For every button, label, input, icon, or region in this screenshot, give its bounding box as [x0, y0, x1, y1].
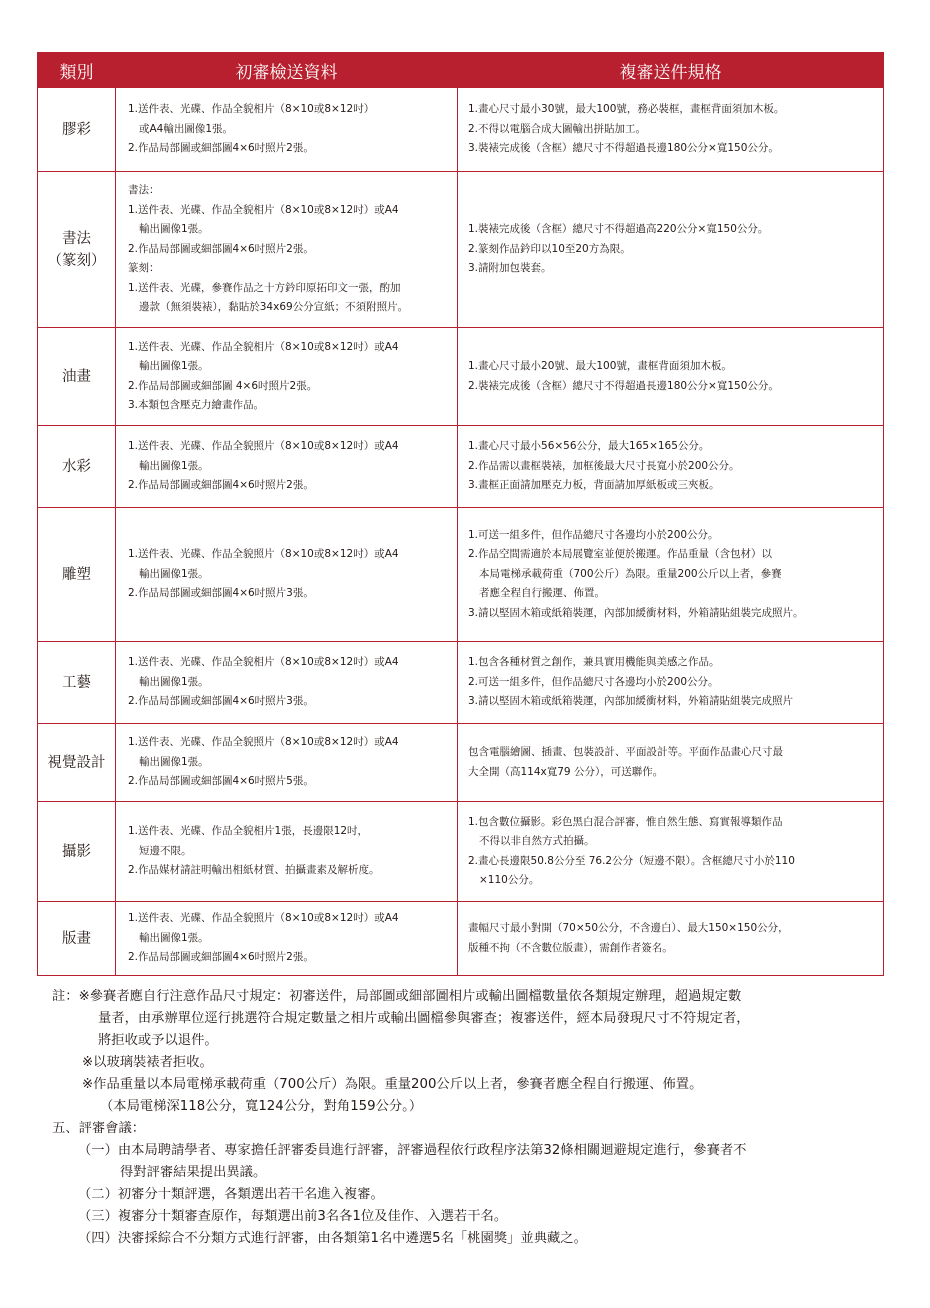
table-row	[38, 508, 884, 642]
note-line: （一）由本局聘請學者、專家擔任評審委員進行評審，評審過程依行政程序法第32條相關迴避規定進行，參賽者不	[78, 1143, 747, 1158]
table-row	[38, 172, 884, 328]
first-review-cell	[116, 328, 458, 426]
category-cell	[38, 802, 116, 902]
second-review-cell-line: 2.篆刻作品鈐印以10至20方為限。	[468, 242, 631, 255]
second-review-cell-line: 2.作品空間需適於本局展覽室並便於搬運。作品重量（含包材）以	[468, 548, 773, 561]
category-cell	[38, 426, 116, 508]
header-category: 類別	[38, 53, 116, 88]
second-review-cell-line: 包含電腦繪圖、插畫、包裝設計、平面設計等。平面作品畫心尺寸最	[468, 746, 783, 758]
second-review-cell-line: 畫幅尺寸最小對開（70×50公分，不含邊白）、最大150×150公分，	[468, 922, 789, 934]
second-review-cell-line: 大全開（高114x寬79 公分），可送聯作。	[468, 765, 664, 778]
second-review-cell	[458, 508, 884, 642]
table-body	[38, 88, 884, 976]
specification-table	[37, 52, 884, 976]
note-line: 得對評審結果提出異議。	[120, 1165, 267, 1180]
second-review-cell-line: 2.畫心長邊限50.8公分至 76.2公分（短邊不限）。含框總尺寸小於110	[468, 854, 795, 867]
category-cell	[38, 88, 116, 172]
second-review-cell	[458, 642, 884, 724]
first-review-cell-line: 輸出圖像1張。	[139, 675, 209, 688]
category-cell	[38, 902, 116, 976]
second-review-cell-line: 者應全程自行搬運、佈置。	[479, 587, 605, 600]
second-review-cell	[458, 328, 884, 426]
table-row	[38, 328, 884, 426]
first-review-cell-line: 2.作品局部圖或細部圖4×6吋照片2張。	[128, 142, 314, 155]
first-review-cell-line: 輸出圖像1張。	[139, 223, 209, 236]
category-cell	[38, 172, 116, 328]
note-line: 將拒收或予以退件。	[98, 1033, 218, 1048]
first-review-cell-line: 篆刻：	[128, 262, 160, 275]
first-review-cell-line: 1.送件表、光碟、作品全貌相片（8×10或8×12吋）或A4	[128, 656, 399, 669]
table-row	[38, 802, 884, 902]
note-line: 註：※參賽者應自行注意作品尺寸規定：初審送件，局部圖或細部圖相片或輸出圖檔數量依各類規定辦理，超過規定數	[52, 989, 742, 1004]
specification-table-container	[37, 52, 883, 976]
category-cell-line: 視覺設計	[47, 754, 106, 771]
second-review-cell-line: 1.包含各種材質之創作，兼具實用機能與美感之作品。	[468, 656, 720, 669]
second-review-cell-line: 3.請附加包裝套。	[468, 262, 552, 275]
first-review-cell-line: 2.作品局部圖或細部圖4×6吋照片5張。	[128, 775, 314, 788]
first-review-cell-line: 輸出圖像1張。	[139, 567, 209, 580]
first-review-cell-line: 1.送件表、光碟、作品全貌照片（8×10或8×12吋）或A4	[128, 736, 399, 749]
first-review-cell	[116, 902, 458, 976]
first-review-cell	[116, 802, 458, 902]
second-review-cell-line: 2.裝裱完成後（含框）總尺寸不得超過長邊180公分×寬150公分。	[468, 379, 779, 392]
second-review-cell-line: 1.畫心尺寸最小20號、最大100號，畫框背面須加木板。	[468, 360, 732, 372]
category-cell	[38, 642, 116, 724]
second-review-cell-line: 本局電梯承載荷重（700公斤）為限。重量200公斤以上者，參賽	[479, 567, 782, 580]
first-review-cell-line: 3.本類包含壓克力繪畫作品。	[128, 399, 265, 411]
second-review-cell	[458, 802, 884, 902]
first-review-cell-line: 或A4輸出圖像1張。	[139, 122, 234, 135]
table-row	[38, 426, 884, 508]
category-cell	[38, 724, 116, 802]
note-line: （本局電梯深118公分，寬124公分，對角159公分。）	[100, 1099, 423, 1114]
first-review-cell-line: 1.送件表、光碟、作品全貌相片（8×10或8×12吋）或A4	[128, 340, 399, 353]
header-first-review: 初審檢送資料	[116, 53, 458, 88]
second-review-cell-line: 1.可送一組多件，但作品總尺寸各邊均小於200公分。	[468, 528, 719, 541]
second-review-cell-line: 1.畫心尺寸最小30號，最大100號，務必裝框，畫框背面須加木板。	[468, 103, 785, 116]
first-review-cell-line: 2.作品局部圖或細部圖4×6吋照片2張。	[128, 951, 314, 964]
second-review-cell-line: ×110公分。	[479, 874, 540, 886]
second-review-cell-line: 不得以非自然方式拍攝。	[479, 835, 595, 847]
note-line: （三）複審分十類審查原作，每類選出前3名各1位及佳作、入選若干名。	[78, 1209, 508, 1224]
first-review-cell-line: 2.作品局部圖或細部圖4×6吋照片3張。	[128, 695, 314, 708]
first-review-cell	[116, 724, 458, 802]
category-cell-line: 膠彩	[62, 121, 91, 138]
category-cell-line: 版畫	[62, 930, 91, 947]
second-review-cell-line: 3.請以堅固木箱或紙箱裝運，內部加緩衝材料，外箱請貼組裝完成照片	[468, 695, 794, 708]
first-review-cell-line: 1.送件表、光碟，參賽作品之十方鈐印原拓印文一張，酌加	[128, 281, 401, 294]
first-review-cell-line: 輸出圖像1張。	[139, 755, 209, 768]
first-review-cell-line: 書法：	[128, 184, 160, 197]
note-line: （四）決審採綜合不分類方式進行評審，由各類第1名中遴選5名「桃園獎」並典藏之。	[78, 1231, 587, 1246]
first-review-cell-line: 邊款（無須裝裱），黏貼於34x69公分宣紙；不須附照片。	[139, 301, 409, 314]
note-line: （二）初審分十類評選，各類選出若干名進入複審。	[78, 1187, 384, 1202]
first-review-cell-line: 輸出圖像1張。	[139, 931, 209, 944]
second-review-cell-line: 3.裝裱完成後（含框）總尺寸不得超過長邊180公分×寬150公分。	[468, 142, 779, 155]
note-line: ※作品重量以本局電梯承載荷重（700公斤）為限。重量200公斤以上者，參賽者應全程自行搬運、佈置。	[82, 1077, 703, 1092]
category-cell-line: 書法	[62, 230, 91, 247]
first-review-cell-line: 1.送件表、光碟、作品全貌照片（8×10或8×12吋）或A4	[128, 440, 399, 453]
note-line: 五、評審會議：	[52, 1121, 146, 1136]
table-row	[38, 902, 884, 976]
first-review-cell-line: 輸出圖像1張。	[139, 459, 209, 472]
second-review-cell	[458, 724, 884, 802]
first-review-cell-line: 1.送件表、光碟、作品全貌照片（8×10或8×12吋）或A4	[128, 548, 399, 561]
first-review-cell	[116, 88, 458, 172]
first-review-cell	[116, 426, 458, 508]
category-cell	[38, 328, 116, 426]
first-review-cell-line: 輸出圖像1張。	[139, 360, 209, 372]
first-review-cell-line: 1.送件表、光碟、作品全貌照片（8×10或8×12吋）或A4	[128, 912, 399, 925]
second-review-cell-line: 2.可送一組多件，但作品總尺寸各邊均小於200公分。	[468, 675, 719, 688]
second-review-cell-line: 3.請以堅固木箱或紙箱裝運，內部加緩衝材料，外箱請貼組裝完成照片。	[468, 606, 804, 619]
category-cell-line: （篆刻）	[47, 252, 106, 269]
table-row	[38, 88, 884, 172]
second-review-cell-line: 2.不得以電腦合成大圖輸出拼貼加工。	[468, 122, 647, 135]
second-review-cell	[458, 902, 884, 976]
notes-section	[52, 986, 882, 1250]
first-review-cell-line: 2.作品局部圖或細部圖4×6吋照片3張。	[128, 587, 314, 600]
second-review-cell-line: 1.畫心尺寸最小56×56公分，最大165×165公分。	[468, 440, 710, 453]
first-review-cell-line: 2.作品局部圖或細部圖 4×6吋照片2張。	[128, 379, 318, 392]
second-review-cell-line: 版種不拘（不含數位版畫），需創作者簽名。	[468, 941, 673, 954]
first-review-cell-line: 2.作品局部圖或細部圖4×6吋照片2張。	[128, 479, 314, 492]
category-cell-line: 油畫	[62, 368, 91, 385]
note-line: ※以玻璃裝裱者拒收。	[82, 1055, 213, 1070]
first-review-cell	[116, 172, 458, 328]
first-review-cell-line: 1.送件表、光碟、作品全貌相片（8×10或8×12吋）或A4	[128, 203, 399, 216]
first-review-cell-line: 1.送件表、光碟、作品全貌相片1張，長邊限12吋，	[128, 825, 369, 838]
second-review-cell-line: 1.裝裱完成後（含框）總尺寸不得超過高220公分×寬150公分。	[468, 223, 769, 236]
table-row	[38, 724, 884, 802]
first-review-cell-line: 2.作品媒材請註明輸出相紙材質、拍攝畫素及解析度。	[128, 864, 380, 877]
second-review-cell-line: 3.畫框正面請加壓克力板，背面請加厚紙板或三夾板。	[468, 479, 720, 492]
second-review-cell	[458, 88, 884, 172]
header-second-review: 複審送件規格	[458, 53, 884, 88]
first-review-cell	[116, 508, 458, 642]
first-review-cell-line: 2.作品局部圖或細部圖4×6吋照片2張。	[128, 242, 314, 255]
first-review-cell	[116, 642, 458, 724]
table-row	[38, 642, 884, 724]
second-review-cell-line: 1.包含數位攝影。彩色黑白混合評審，惟自然生態、寫實報導類作品	[468, 815, 783, 828]
first-review-cell-line: 短邊不限。	[139, 844, 192, 857]
category-cell-line: 雕塑	[62, 566, 91, 583]
second-review-cell	[458, 172, 884, 328]
first-review-cell-line: 1.送件表、光碟、作品全貌相片（8×10或8×12吋）	[128, 103, 375, 116]
category-cell	[38, 508, 116, 642]
second-review-cell-line: 2.作品需以畫框裝裱，加框後最大尺寸長寬小於200公分。	[468, 459, 740, 472]
category-cell-line: 工藝	[62, 674, 91, 691]
second-review-cell	[458, 426, 884, 508]
category-cell-line: 水彩	[62, 458, 91, 475]
category-cell-line: 攝影	[62, 843, 91, 860]
note-line: 量者，由承辦單位逕行挑選符合規定數量之相片或輸出圖檔參與審查；複審送件，經本局發現尺寸不符規定者，	[98, 1011, 750, 1026]
table-header-row	[38, 53, 884, 88]
